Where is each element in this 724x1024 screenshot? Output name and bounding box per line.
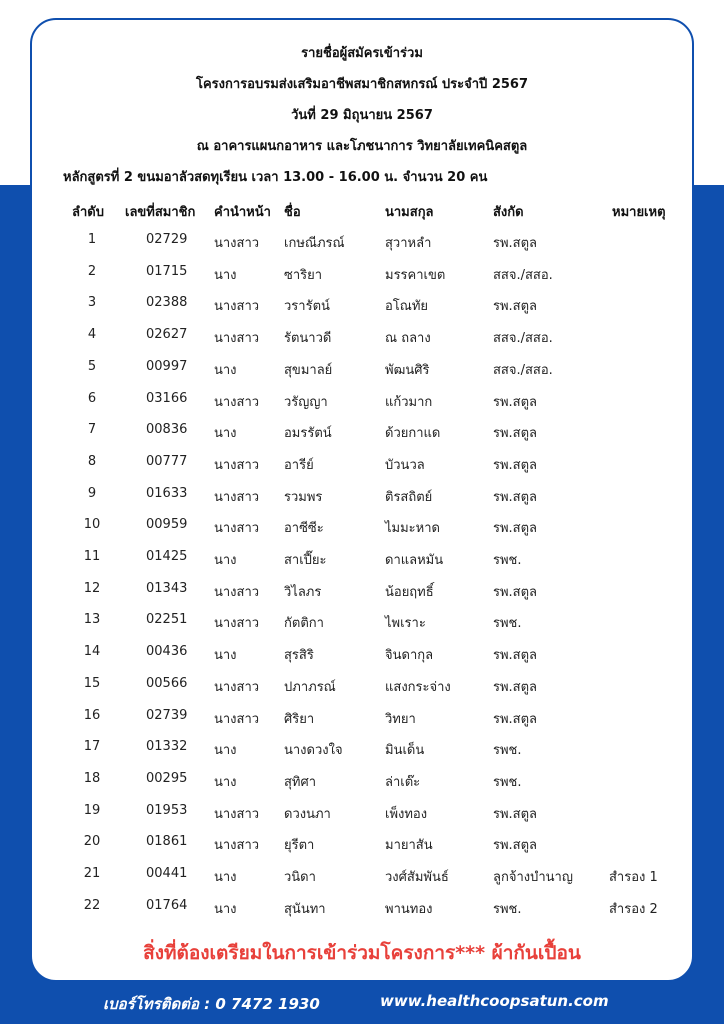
- row-prefix: นาง: [214, 553, 237, 568]
- row-index: 7: [87, 422, 97, 438]
- table-row: [0, 676, 724, 708]
- row-member-no: 00836: [146, 422, 188, 438]
- col-header-last-name: นามสกุล: [385, 205, 434, 220]
- row-last-name: พัฒนศิริ: [385, 362, 430, 378]
- row-last-name: ณ ถลาง: [385, 331, 431, 347]
- table-row: [0, 391, 724, 423]
- row-first-name: สุนันทา: [284, 901, 326, 917]
- row-first-name: อมรรัตน์: [284, 426, 332, 442]
- course-info: หลักสูตรที่ 2 ขนมอาลัวสดทุเรียน เวลา 13.00 - 16.00 น. จำนวน 20 คน: [63, 170, 488, 185]
- row-prefix: นางสาว: [214, 806, 260, 822]
- row-index: 13: [83, 612, 101, 628]
- row-affiliation: รพ.สตูล: [493, 521, 538, 537]
- row-index: 3: [87, 295, 97, 311]
- row-last-name: วิทยา: [385, 711, 416, 727]
- row-member-no: 01332: [146, 739, 188, 755]
- row-first-name: รัตนาวดี: [284, 331, 332, 347]
- row-member-no: 01861: [146, 834, 188, 850]
- row-member-no: 01425: [146, 549, 188, 564]
- row-last-name: พานทอง: [385, 901, 433, 917]
- row-last-name: มายาสัน: [385, 838, 433, 854]
- row-affiliation: รพ.สตูล: [493, 236, 538, 251]
- row-member-no: 00436: [146, 644, 188, 660]
- row-prefix: นางสาว: [214, 331, 260, 347]
- row-member-no: 01764: [146, 897, 188, 913]
- row-affiliation: สสจ./สสอ.: [493, 331, 553, 347]
- row-index: 12: [83, 580, 101, 596]
- row-member-no: 02251: [146, 612, 188, 628]
- row-member-no: 01633: [146, 485, 188, 501]
- table-row: [0, 264, 724, 296]
- row-prefix: นาง: [214, 267, 237, 283]
- row-last-name: ด้วยกาแด: [385, 426, 441, 442]
- row-index: 17: [83, 739, 101, 755]
- table-row: [0, 644, 724, 676]
- row-index: 18: [83, 770, 101, 786]
- row-index: 2: [87, 263, 97, 279]
- row-affiliation: รพ.สตูล: [493, 806, 538, 822]
- row-first-name: นางดวงใจ: [284, 743, 343, 759]
- row-last-name: ล่าเต๊ะ: [385, 774, 421, 790]
- table-row: [0, 359, 724, 391]
- row-index: 4: [87, 327, 97, 343]
- row-prefix: นางสาว: [214, 457, 260, 473]
- table-row: [0, 517, 724, 549]
- row-member-no: 01715: [146, 263, 188, 279]
- row-prefix: นางสาว: [214, 394, 260, 410]
- row-prefix: นางสาว: [214, 521, 260, 537]
- col-header-prefix: คำนำหน้า: [214, 205, 271, 220]
- header-title: รายชื่อผู้สมัครเข้าร่วม: [301, 46, 423, 61]
- row-first-name: วรารัตน์: [284, 299, 330, 315]
- table-row: [0, 771, 724, 803]
- row-prefix: นางสาว: [214, 616, 260, 632]
- row-first-name: วนิดา: [284, 870, 316, 885]
- row-first-name: ศิริยา: [284, 711, 315, 727]
- table-row: [0, 327, 724, 359]
- row-last-name: ไพเราะ: [385, 616, 426, 632]
- row-index: 1: [87, 232, 97, 247]
- row-first-name: อารีย์: [284, 457, 314, 473]
- row-index: 10: [83, 517, 101, 533]
- row-prefix: นาง: [214, 362, 237, 378]
- row-member-no: 00959: [146, 517, 188, 533]
- row-affiliation: รพช.: [493, 901, 522, 917]
- row-first-name: ยุรีตา: [284, 838, 315, 854]
- row-affiliation: รพช.: [493, 616, 522, 632]
- row-prefix: นาง: [214, 426, 237, 442]
- row-affiliation: รพช.: [493, 774, 522, 790]
- row-first-name: วิไลภร: [284, 584, 322, 600]
- row-first-name: สาเปี๊ยะ: [284, 553, 327, 568]
- row-member-no: 00997: [146, 358, 188, 374]
- row-member-no: 02388: [146, 295, 188, 311]
- table-row: [0, 898, 724, 930]
- row-prefix: นางสาว: [214, 838, 260, 854]
- row-prefix: นางสาว: [214, 679, 260, 695]
- row-member-no: 01953: [146, 802, 188, 818]
- row-index: 16: [83, 707, 101, 723]
- row-affiliation: รพ.สตูล: [493, 711, 538, 727]
- row-first-name: ปภาภรณ์: [284, 679, 336, 695]
- row-last-name: แสงกระจ่าง: [385, 679, 451, 695]
- row-first-name: ดวงนภา: [284, 806, 331, 822]
- row-affiliation: สสจ./สสอ.: [493, 267, 553, 283]
- row-last-name: น้อยฤทธิ์: [385, 584, 434, 600]
- table-row: [0, 803, 724, 835]
- row-index: 5: [87, 358, 97, 374]
- row-index: 20: [83, 834, 101, 850]
- row-prefix: นาง: [214, 774, 237, 790]
- row-affiliation: รพ.สตูล: [493, 394, 538, 410]
- row-first-name: เกษณีภรณ์: [284, 236, 345, 251]
- row-member-no: 03166: [146, 390, 188, 406]
- row-affiliation: รพ.สตูล: [493, 489, 538, 505]
- row-member-no: 00777: [146, 453, 188, 469]
- row-index: 19: [83, 802, 101, 818]
- row-last-name: อโณทัย: [385, 299, 429, 315]
- header-venue: ณ อาคารแผนกอาหาร และโภชนาการ วิทยาลัยเทคนิคสตูล: [196, 139, 528, 154]
- row-affiliation: รพ.สตูล: [493, 457, 538, 473]
- row-index: 15: [83, 675, 101, 691]
- row-affiliation: รพ.สตูล: [493, 838, 538, 854]
- table-row: [0, 866, 724, 898]
- row-affiliation: สสจ./สสอ.: [493, 362, 553, 378]
- row-note: สำรอง 2: [609, 901, 658, 917]
- row-index: 14: [83, 644, 101, 660]
- table-row: [0, 739, 724, 771]
- row-prefix: นาง: [214, 648, 237, 664]
- row-member-no: 02729: [146, 232, 188, 247]
- row-first-name: รวมพร: [284, 489, 323, 505]
- row-index: 6: [87, 390, 97, 406]
- table-row: [0, 422, 724, 454]
- row-last-name: ไมมะหาด: [385, 521, 440, 537]
- row-prefix: นางสาว: [214, 236, 260, 251]
- table-row: [0, 834, 724, 866]
- row-last-name: บัวนวล: [385, 457, 425, 473]
- row-affiliation: รพ.สตูล: [493, 679, 538, 695]
- table-row: [0, 232, 724, 264]
- row-prefix: นาง: [214, 901, 237, 917]
- table-row: [0, 454, 724, 486]
- row-member-no: 02739: [146, 707, 188, 723]
- row-last-name: วงศ์สัมพันธ์: [385, 870, 449, 885]
- footer-website[interactable]: www.healthcoopsatun.com: [380, 992, 609, 1010]
- row-affiliation: รพช.: [493, 743, 522, 759]
- preparation-notice: สิ่งที่ต้องเตรียมในการเข้าร่วมโครงการ*** ผ้ากันเปื้อน: [143, 942, 581, 964]
- col-header-affiliation: สังกัด: [493, 205, 524, 220]
- row-index: 11: [83, 549, 101, 564]
- table-row: [0, 708, 724, 740]
- row-index: 21: [83, 866, 101, 881]
- row-member-no: 02627: [146, 327, 188, 343]
- header-project: โครงการอบรมส่งเสริมอาชีพสมาชิกสหกรณ์ ประจำปี 2567: [195, 77, 529, 92]
- table-row: [0, 295, 724, 327]
- footer-phone: เบอร์โทรติดต่อ : 0 7472 1930: [103, 995, 320, 1013]
- row-prefix: นาง: [214, 743, 237, 759]
- table-row: [0, 612, 724, 644]
- col-header-note: หมายเหตุ: [612, 205, 666, 220]
- row-note: สำรอง 1: [609, 870, 658, 885]
- row-first-name: สุทิศา: [284, 774, 317, 790]
- row-affiliation: รพ.สตูล: [493, 426, 538, 442]
- row-first-name: สุขมาลย์: [284, 362, 333, 378]
- row-prefix: นาง: [214, 870, 237, 885]
- col-header-first-name: ชื่อ: [284, 205, 301, 220]
- row-prefix: นางสาว: [214, 584, 260, 600]
- row-affiliation: รพช.: [493, 553, 522, 568]
- col-header-member-no: เลขที่สมาชิก: [125, 205, 196, 220]
- col-header-index: ลำดับ: [72, 205, 104, 220]
- row-affiliation: รพ.สตูล: [493, 648, 538, 664]
- row-member-no: 01343: [146, 580, 188, 596]
- row-last-name: ติรสถิตย์: [385, 489, 433, 505]
- row-last-name: จินดากุล: [385, 648, 434, 664]
- row-affiliation: รพ.สตูล: [493, 299, 538, 315]
- table-row: [0, 581, 724, 613]
- row-last-name: มรรคาเขต: [385, 267, 446, 283]
- row-first-name: ซาริยา: [284, 267, 323, 283]
- row-first-name: สุรสิริ: [284, 648, 314, 664]
- row-first-name: อาซีซีะ: [284, 521, 324, 537]
- row-index: 22: [83, 897, 101, 913]
- row-last-name: มินเด็น: [385, 743, 425, 759]
- row-last-name: ดาแลหมัน: [385, 553, 444, 568]
- row-last-name: แก้วมาก: [385, 394, 433, 410]
- row-index: 8: [87, 453, 97, 469]
- row-member-no: 00295: [146, 770, 188, 786]
- row-last-name: สุวาหลำ: [385, 236, 432, 251]
- row-member-no: 00441: [146, 866, 188, 881]
- row-last-name: เพ็งทอง: [385, 806, 428, 822]
- table-row: [0, 486, 724, 518]
- row-first-name: วรัญญา: [284, 394, 328, 410]
- header-date: วันที่ 29 มิถุนายน 2567: [291, 108, 433, 123]
- row-prefix: นางสาว: [214, 711, 260, 727]
- row-affiliation: ลูกจ้างบำนาญ: [493, 870, 573, 885]
- row-prefix: นางสาว: [214, 489, 260, 505]
- table-row: [0, 549, 724, 581]
- row-index: 9: [87, 485, 97, 501]
- row-member-no: 00566: [146, 675, 188, 691]
- row-affiliation: รพ.สตูล: [493, 584, 538, 600]
- row-prefix: นางสาว: [214, 299, 260, 315]
- row-first-name: กัตติกา: [284, 616, 324, 632]
